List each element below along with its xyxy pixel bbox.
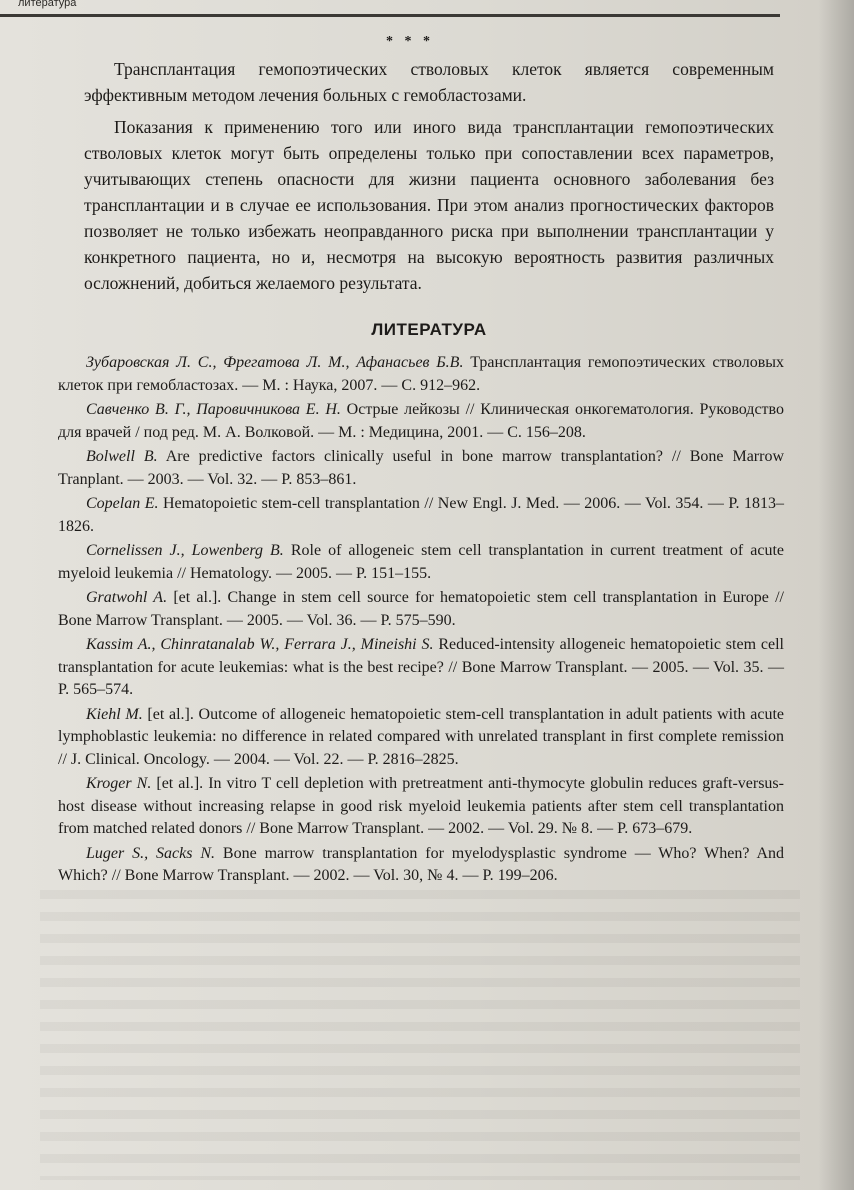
- reference-authors: Зубаровская Л. С., Фрегатова Л. М., Афанасьев Б.В.: [86, 354, 464, 371]
- reference-item: [58, 704, 784, 772]
- reference-text: [et al.]. In vitro T cell depletion with pretreatment anti-thymocyte globulin reduces graft-versus-host disease without increasing relapse in good risk myeloid leukemia patients after stem cell transplantation from matched related donors // Bone Marrow Transplant. — 2002. — Vol. 29. № 8. — P. 673–679.: [58, 775, 784, 837]
- references-list: [58, 352, 784, 890]
- reference-item: [58, 352, 784, 397]
- reference-text: Трансплантация гемопоэтических стволовых клеток при гемобластозах. — М. : Наука, 2007. — С. 912–962.: [58, 354, 785, 394]
- reference-text: Role of allogeneic stem cell transplantation in current treatment of acute myeloid leukemia // Hematology. — 2005. — P. 151–155.: [58, 542, 784, 582]
- paragraph: Показания к применению того или иного вида трансплантации гемопоэтических стволовых клеток могут быть определены только при сопоставлении всех параметров, учитывающих степень опасности для жизни пациента основного заболевания без трансплантации и в случае ее использования. При этом анализ прогностических факторов позволяет не только избежать неоправданного риска при выполнении трансплантации у конкретного пациента, но и, несмотря на высокую вероятность развития различных осложнений, добиться желаемого результата.: [84, 117, 774, 293]
- reference-authors: Kiehl M.: [86, 705, 143, 723]
- running-head: [0, 0, 780, 17]
- reference-text: [et al.]. Outcome of allogeneic hematopoietic stem-cell transplantation in adult patients with acute lymphoblastic leukemia: no difference in related compared with unrelated transplant in first complete remission // J. Clinical. Oncology. — 2004. — Vol. 22. — P. 2816–2825.: [58, 705, 784, 768]
- reference-authors: Cornelissen J., Lowenberg B.: [86, 542, 284, 559]
- reference-item: [58, 540, 784, 585]
- reference-item: [58, 843, 784, 888]
- reference-authors: Bolwell B.: [86, 448, 158, 465]
- reference-authors: Gratwohl A.: [86, 589, 168, 606]
- reference-text: Hematopoietic stem-cell transplantation // New Engl. J. Med. — 2006. — Vol. 354. — P. 1813–1826.: [58, 495, 785, 535]
- references-title: ЛИТЕРАТУРА: [371, 320, 487, 339]
- reference-item: [58, 399, 784, 444]
- reference-text: [et al.]. Change in stem cell source for hematopoietic stem cell transplantation in Europe // Bone Marrow Transplant. — 2005. — Vol. 36. — P. 575–590.: [58, 589, 785, 629]
- reference-item: [58, 493, 784, 538]
- reference-item: [58, 587, 784, 632]
- reference-authors: Copelan E.: [86, 495, 159, 512]
- reference-text: Are predictive factors clinically useful in bone marrow transplantation? // Bone Marrow Tranplant. — 2003. — Vol. 32. — P. 853–861.: [58, 448, 785, 488]
- reference-item: [58, 773, 784, 841]
- reference-text: Bone marrow transplantation for myelodysplastic syndrome — Who? When? And Which? // Bone Marrow Transplant. — 2002. — Vol. 30, № 4. — P. 199–206.: [58, 844, 784, 884]
- reference-text: Острые лейкозы // Клиническая онкогематология. Руководство для врачей / под ред. М. А. Волковой. — М. : Медицина, 2001. — С. 156–208.: [58, 401, 784, 441]
- reference-authors: Савченко В. Г., Паровичникова Е. Н.: [86, 401, 341, 418]
- reference-item: [58, 634, 784, 702]
- body-text: [84, 56, 774, 302]
- reference-authors: Luger S., Sacks N.: [86, 844, 216, 862]
- reference-authors: Kroger N.: [86, 775, 152, 792]
- show-through-texture: [40, 890, 800, 1180]
- running-head-label: литература: [18, 0, 77, 9]
- paragraph: Трансплантация гемопоэтических стволовых клеток является современным эффективным методом лечения больных с гемобластозами.: [84, 59, 774, 105]
- reference-authors: Kassim A., Chinratanalab W., Ferrara J., Mineishi S.: [86, 636, 434, 653]
- reference-text: Reduced-intensity allogeneic hematopoietic stem cell transplantation for acute leukemias: what is the best recipe? // Bone Marrow Transplant. — 2005. — Vol. 35. — P. 565–574.: [58, 636, 784, 698]
- spine-shadow: [818, 0, 854, 1190]
- section-separator: * * *: [386, 34, 434, 49]
- reference-item: [58, 446, 784, 491]
